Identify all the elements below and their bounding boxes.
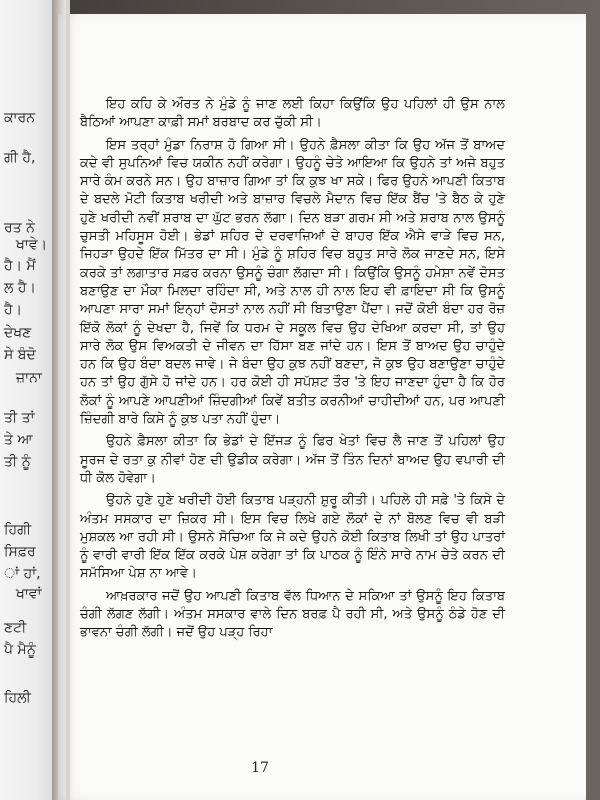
left-page-line: ਾਂ ਹਾਂ, bbox=[4, 566, 41, 582]
left-page-line: ਹਿਲੀ bbox=[4, 690, 31, 706]
left-page-line: ਣਟੀ bbox=[4, 620, 27, 636]
body-text bbox=[80, 96, 505, 647]
left-page-line: ਰਤ ਨੇ bbox=[4, 220, 35, 236]
paragraph: ਇਸ ਤਰ੍ਹਾਂ ਮੁੰਡਾ ਨਿਰਾਸ਼ ਹੋ ਗਿਆ ਸੀ। ਉਹਨੇ ਫ਼ੈਸਲਾ ਕੀਤਾ ਕਿ ਉਹ ਅੱਜ ਤੋਂ ਬਾਅਦ ਕਦੇ ਵੀ ਸੁਪਨਿਆਂ ਵਿਚ ਯਕੀਨ ਨਹੀਂ ਕਰੇਗਾ। ਉਹਨੂੰ ਚੇਤੇ ਆਇਆ ਕਿ ਉਹਨੇ ਤਾਂ ਅਜੇ ਬਹੁਤ ਸਾਰੇ ਕੰਮ ਕਰਨੇ ਸਨ। ਉਹ ਬਾਜ਼ਾਰ ਗਿਆ ਤਾਂ ਕਿ ਕੁਝ ਖਾ ਸਕੇ। ਫਿਰ ਉਹਨੇ ਆਪਣੀ ਕਿਤਾਬ ਦੇ ਬਦਲੇ ਮੋਟੀ ਕਿਤਾਬ ਖਰੀਦੀ ਅਤੇ ਬਾਜ਼ਾਰ ਵਿਚਲੇ ਮੈਦਾਨ ਵਿਚ ਇੱਕ ਬੈਂਚ 'ਤੇ ਬੈਠ ਕੇ ਹੁਣੇ ਹੁਣੇ ਖਰੀਦੀ ਨਵੀਂ ਸ਼ਰਾਬ ਦਾ ਘੁੱਟ ਭਰਨ ਲੱਗਾ। ਦਿਨ ਬੜਾ ਗਰਮ ਸੀ ਅਤੇ ਸ਼ਰਾਬ ਨਾਲ ਉਸਨੂੰ ਚੁਸਤੀ ਮਹਿਸੂਸ ਹੋਈ। ਭੇਡਾਂ ਸ਼ਹਿਰ ਦੇ ਦਰਵਾਜ਼ਿਆਂ ਦੇ ਬਾਹਰ ਇੱਕ ਐਸੇ ਵਾੜੇ ਵਿਚ ਸਨ, ਜਿਹੜਾ ਉਹਦੇ ਇੱਕ ਮਿੱਤਰ ਦਾ ਸੀ। ਮੁੰਡੇ ਨੂੰ ਸ਼ਹਿਰ ਵਿਚ ਬਹੁਤ ਸਾਰੇ ਲੋਕ ਜਾਣਦੇ ਸਨ, ਇਸੇ ਕਰਕੇ ਤਾਂ ਲਗਾਤਾਰ ਸਫ਼ਰ ਕਰਨਾ ਉਸਨੂੰ ਚੰਗਾ ਲੱਗਦਾ ਸੀ। ਕਿਉਂਕਿ ਉਸਨੂੰ ਹਮੇਸ਼ਾ ਨਵੇਂ ਦੋਸਤ ਬਣਾਉਣ ਦਾ ਮੌਕਾ ਮਿਲਦਾ ਰਹਿੰਦਾ ਸੀ, ਅਤੇ ਨਾਲ ਹੀ ਨਾਲ ਇਹ ਵੀ ਫ਼ਾਇਦਾ ਸੀ ਕਿ ਉਸਨੂੰ ਆਪਣਾ ਸਾਰਾ ਸਮਾਂ ਇਨ੍ਹਾਂ ਦੋਸਤਾਂ ਨਾਲ ਨਹੀਂ ਸੀ ਬਿਤਾਉਣਾ ਪੈਂਦਾ। ਜਦੋਂ ਕੋਈ ਬੰਦਾ ਹਰ ਰੋਜ਼ ਇੱਕੋ ਲੋਕਾਂ ਨੂੰ ਦੇਖਦਾ ਹੈ, ਜਿਵੇਂ ਕਿ ਧਰਮ ਦੇ ਸਕੂਲ ਵਿਚ ਉਹ ਦੇਖਿਆ ਕਰਦਾ ਸੀ, ਤਾਂ ਉਹ ਸਾਰੇ ਲੋਕ ਉਸ ਵਿਅਕਤੀ ਦੇ ਜੀਵਨ ਦਾ ਹਿੱਸਾ ਬਣ ਜਾਂਦੇ ਹਨ। ਇਸ ਤੋਂ ਬਾਅਦ ਉਹ ਚਾਹੁੰਦੇ ਹਨ ਕਿ ਉਹ ਬੰਦਾ ਬਦਲ ਜਾਵੇ। ਜੇ ਬੰਦਾ ਉਹ ਕੁਝ ਨਹੀਂ ਬਣਦਾ, ਜੋ ਕੁਝ ਉਹ ਬਣਾਉਣਾ ਚਾਹੁੰਦੇ ਹਨ ਤਾਂ ਉਹ ਗੁੱਸੇ ਹੋ ਜਾਂਦੇ ਹਨ। ਹਰ ਕੋਈ ਹੀ ਸਪੱਸ਼ਟ ਤੌਰ 'ਤੇ ਇਹ ਜਾਣਦਾ ਹੁੰਦਾ ਹੈ ਕਿ ਹੋਰ ਲੋਕਾਂ ਨੂੰ ਆਪਣੇ ਆਪਣੀਆਂ ਜ਼ਿੰਦਗੀਆਂ ਕਿਵੇਂ ਬਤੀਤ ਕਰਨੀਆਂ ਚਾਹੀਦੀਆਂ ਹਨ, ਪਰ ਆਪਣੀ ਜ਼ਿੰਦਗੀ ਬਾਰੇ ਕਿਸੇ ਨੂੰ ਕੁਝ ਪਤਾ ਨਹੀਂ ਹੁੰਦਾ। bbox=[80, 137, 505, 428]
left-page-line: ਲ ਹੈ। bbox=[4, 280, 36, 296]
left-page-line: ਹੈ। ਮੈਂ bbox=[4, 258, 36, 274]
left-page-line: ਖਾਵੇ। bbox=[16, 237, 48, 253]
left-page bbox=[0, 0, 54, 800]
left-page-line: ਖਾਵਾਂ bbox=[16, 586, 42, 602]
left-page-line: ਕਾਰਨ bbox=[4, 110, 35, 126]
paragraph: ਉਹਨੇ ਹੁਣੇ ਹੁਣੇ ਖਰੀਦੀ ਹੋਈ ਕਿਤਾਬ ਪੜ੍ਹਨੀ ਸ਼ੁਰੂ ਕੀਤੀ। ਪਹਿਲੇ ਹੀ ਸਫ਼ੇ 'ਤੇ ਕਿਸੇ ਦੇ ਅੰਤਮ ਸਸਕਾਰ ਦਾ ਜ਼ਿਕਰ ਸੀ। ਇਸ ਵਿਚ ਲਿਖੇ ਗਏ ਲੋਕਾਂ ਦੇ ਨਾਂ ਬੋਲਣ ਵਿਚ ਵੀ ਬੜੀ ਮੁਸ਼ਕਲ ਆ ਰਹੀ ਸੀ। ਉਸਨੇ ਸੋਚਿਆ ਕਿ ਜੇ ਕਦੇ ਉਹਨੇ ਕੋਈ ਕਿਤਾਬ ਲਿਖੀ ਤਾਂ ਉਹ ਪਾਤਰਾਂ ਨੂੰ ਵਾਰੀ ਵਾਰੀ ਇੱਕ ਇੱਕ ਕਰਕੇ ਪੇਸ਼ ਕਰੇਗਾ ਤਾਂ ਕਿ ਪਾਠਕ ਨੂੰ ਇੰਨੇ ਸਾਰੇ ਨਾਮ ਚੇਤੇ ਕਰਨ ਦੀ ਸਮੱਸਿਆ ਪੇਸ਼ ਨਾ ਆਵੇ। bbox=[80, 493, 505, 582]
left-page-line: ਤੀ ਨੂੰ bbox=[4, 454, 31, 470]
left-page-line: ਜ਼ਾਨਾ bbox=[16, 370, 42, 386]
left-page-line: ਸੇ ਬੰਦੋ bbox=[4, 347, 36, 363]
left-page-line: ਤੇ ਆ bbox=[4, 432, 33, 448]
left-page-line: ਦੇਖਣ bbox=[4, 325, 32, 341]
paragraph: ਇਹ ਕਹਿ ਕੇ ਔਰਤ ਨੇ ਮੁੰਡੇ ਨੂੰ ਜਾਣ ਲਈ ਕਿਹਾ ਕਿਉਂਕਿ ਉਹ ਪਹਿਲਾਂ ਹੀ ਉਸ ਨਾਲ ਬੈਠਿਆਂ ਆਪਣਾ ਕਾਫ਼ੀ ਸਮਾਂ ਬਰਬਾਦ ਕਰ ਚੁੱਕੀ ਸੀ। bbox=[80, 97, 505, 131]
left-page-line: ਸਿਫ਼ਰ bbox=[4, 544, 36, 560]
left-page-line: ਪੈ ਮੈਨੂੰ bbox=[4, 642, 36, 658]
paragraph: ਉਹਨੇ ਫ਼ੈਸਲਾ ਕੀਤਾ ਕਿ ਭੇਡਾਂ ਦੇ ਇੱਜੜ ਨੂੰ ਫਿਰ ਖੇਤਾਂ ਵਿਚ ਲੈ ਜਾਣ ਤੋਂ ਪਹਿਲਾਂ ਉਹ ਸੂਰਜ ਦੇ ਰਤਾ ਕੁ ਨੀਵਾਂ ਹੋਣ ਦੀ ਉਡੀਕ ਕਰੇਗਾ। ਅੱਜ ਤੋਂ ਤਿੰਨ ਦਿਨਾਂ ਬਾਅਦ ਉਹ ਵਪਾਰੀ ਦੀ ਧੀ ਕੋਲ ਹੋਵੇਗਾ। bbox=[80, 434, 505, 486]
page-number: 17 bbox=[251, 760, 269, 776]
left-page-line: ਹਿਗੀ bbox=[4, 522, 32, 538]
paragraph: ਆਖ਼ਰਕਾਰ ਜਦੋਂ ਉਹ ਆਪਣੀ ਕਿਤਾਬ ਵੱਲ ਧਿਆਨ ਦੇ ਸਕਿਆ ਤਾਂ ਉਸਨੂੰ ਇਹ ਕਿਤਾਬ ਚੰਗੀ ਲੱਗਣ ਲੱਗੀ। ਅੰਤਮ ਸਸਕਾਰ ਵਾਲੇ ਦਿਨ ਬਰਫ਼ ਪੈ ਰਹੀ ਸੀ, ਅਤੇ ਉਸਨੂੰ ਠੰਡੇ ਹੋਣ ਦੀ ਭਾਵਨਾ ਚੰਗੀ ਲੱਗੀ। ਜਦੋਂ ਉਹ ਪੜ੍ਹ ਰਿਹਾ bbox=[80, 588, 505, 641]
left-page-line: ਗੀ ਹੈ, bbox=[4, 150, 36, 166]
page-edge bbox=[66, 0, 70, 800]
left-page-line: ਤੀ ਤਾਂ bbox=[4, 410, 35, 426]
left-page-line: ਹੈ। bbox=[4, 302, 23, 318]
